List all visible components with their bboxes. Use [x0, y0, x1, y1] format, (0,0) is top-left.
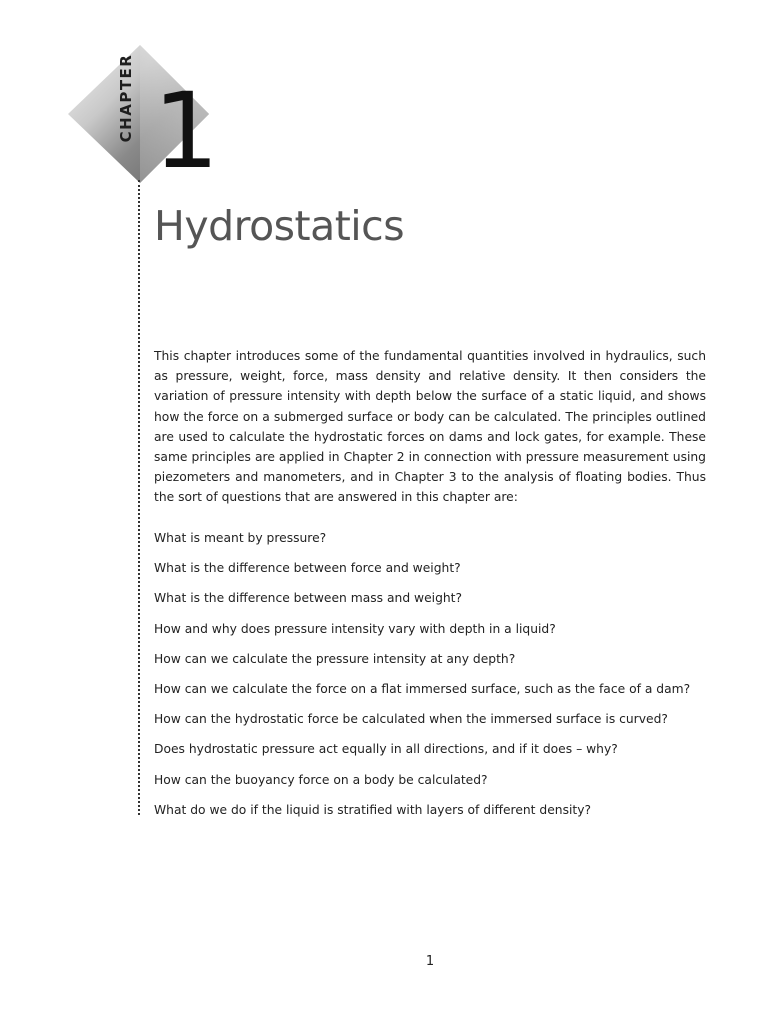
margin-dotted-rule — [138, 180, 140, 815]
intro-paragraph: This chapter introduces some of the fundamental quantities involved in hydraulics, such as pressure, weight, force, mass density and relative density. It then considers the variation of pressure intensity with depth below the surface of a static liquid, and shows how the force on a submerged surface or body can be calculated. The principles outlined are used to calculate the hydrostatic forces on dams and lock gates, for example. These same principles are applied in Chapter 2 in connection with pressure measurement using piezometers and manometers, and in Chapter 3 to the analysis of floating bodies. Thus the sort of questions that are answered in this chapter are: — [154, 349, 706, 505]
page-number: 1 — [425, 954, 435, 969]
list-item: What is the difference between mass and weight? — [154, 591, 463, 606]
chapter-label: CHAPTER — [117, 53, 135, 143]
list-item: How can we calculate the pressure intensity at any depth? — [154, 651, 516, 666]
list-item: How can the buoyancy force on a body be calculated? — [154, 772, 488, 787]
list-item: What is meant by pressure? — [154, 531, 327, 545]
chapter-diamond — [0, 0, 768, 200]
list-item: How can we calculate the force on a flat immersed surface, such as the face of a dam? — [154, 681, 691, 696]
list-item: What is the difference between force and weight? — [154, 561, 461, 576]
chapter-badge — [0, 0, 768, 200]
list-item: Does hydrostatic pressure act equally in all directions, and if it does – why? — [154, 742, 618, 757]
question-list — [154, 528, 714, 830]
chapter-title: Hydrostatics — [154, 202, 405, 250]
list-item: How and why does pressure intensity vary with depth in a liquid? — [154, 621, 556, 636]
list-item: What do we do if the liquid is stratified with layers of different density? — [154, 802, 592, 817]
list-item: How can the hydrostatic force be calculated when the immersed surface is curved? — [154, 712, 668, 727]
chapter-number: 1 — [153, 70, 218, 192]
